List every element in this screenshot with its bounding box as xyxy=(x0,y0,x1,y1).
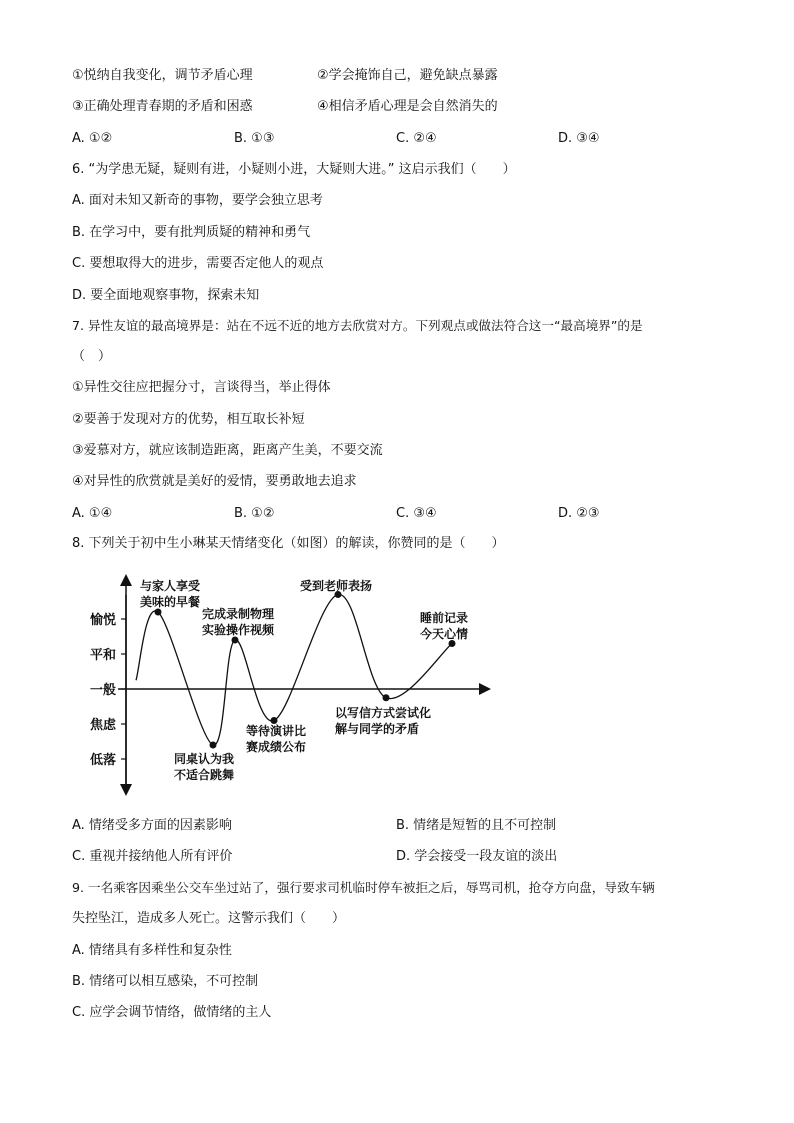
q8-option-c: C. 重视并接纳他人所有评价 xyxy=(72,849,233,864)
q6-option-b: B. 在学习中，要有批判质疑的精神和勇气 xyxy=(72,225,311,240)
event-point xyxy=(232,637,239,644)
q7-stem: 7. 异性友谊的最高境界是：站在不远不近的地方去欣赏对方。下列观点或做法符合这一“最高境界”的是 xyxy=(72,318,643,333)
event-label: 实验操作视频 xyxy=(202,623,275,637)
y-tick-label: 平和 xyxy=(89,648,116,663)
q9-stem: 9. 一名乘客因乘坐公交车坐过站了，强行要求司机临时停车被拒之后，辱骂司机，抢夺方向盘，导致车辆 xyxy=(72,880,655,895)
q8-stem: 8. 下列关于初中生小琳某天情绪变化（如图）的解读，你赞同的是（ ） xyxy=(72,536,505,551)
y-tick-label: 焦虑 xyxy=(89,718,116,733)
y-tick-label: 一般 xyxy=(89,683,116,698)
q5-option-b: B. ①③ xyxy=(234,131,275,146)
q7-statement-3: ③爱慕对方，就应该制造距离，距离产生美，不要交流 xyxy=(72,443,383,458)
q6-stem: 6. “为学患无疑，疑则有进，小疑则小进，大疑则大进。” 这启示我们（ ） xyxy=(72,162,516,177)
q7-option-c: C. ③④ xyxy=(396,506,437,521)
q5-statement-3: ③正确处理青春期的矛盾和困惑 xyxy=(72,99,253,114)
q9-option-b: B. 情绪可以相互感染，不可控制 xyxy=(72,974,259,989)
event-label: 今天心情 xyxy=(420,627,469,641)
y-tick-label: 低落 xyxy=(89,753,116,768)
q8-option-b: B. 情绪是短暂的且不可控制 xyxy=(396,818,557,833)
q7-statement-2: ②要善于发现对方的优势，相互取长补短 xyxy=(72,412,305,427)
q9-stem-line2: 失控坠江，造成多人死亡。这警示我们（ ） xyxy=(72,911,346,926)
event-point xyxy=(155,609,162,616)
event-label: 完成录制物理 xyxy=(202,607,275,621)
q6-option-c: C. 要想取得大的进步，需要否定他人的观点 xyxy=(72,256,324,271)
mood-chart xyxy=(70,565,510,805)
event-label: 与家人享受 xyxy=(140,579,201,593)
event-label: 解与同学的矛盾 xyxy=(335,722,420,736)
event-label: 受到老师表扬 xyxy=(300,579,373,593)
event-label: 同桌认为我 xyxy=(174,752,235,766)
y-tick-label: 愉悦 xyxy=(89,613,116,628)
q5-statement-4: ④相信矛盾心理是会自然消失的 xyxy=(317,99,498,114)
q7-statement-1: ①异性交往应把握分寸，言谈得当，举止得体 xyxy=(72,380,331,395)
event-point xyxy=(271,717,278,724)
q9-option-c: C. 应学会调节情络，做情绪的主人 xyxy=(72,1005,272,1020)
q9-option-a: A. 情绪具有多样性和复杂性 xyxy=(72,943,232,958)
q5-option-a: A. ①② xyxy=(72,131,113,146)
event-point xyxy=(383,694,390,701)
event-label: 等待演讲比 xyxy=(246,724,307,738)
q7-option-d: D. ②③ xyxy=(558,506,600,521)
q6-option-d: D. 要全面地观察事物，探索未知 xyxy=(72,288,260,303)
q7-option-b: B. ①② xyxy=(234,506,275,521)
event-label: 赛成绩公布 xyxy=(246,740,307,754)
q7-option-a: A. ①④ xyxy=(72,506,113,521)
q5-option-d: D. ③④ xyxy=(558,131,600,146)
event-label: 以写信方式尝试化 xyxy=(335,706,432,720)
q6-option-a: A. 面对未知又新奇的事物，要学会独立思考 xyxy=(72,193,323,208)
q8-option-d: D. 学会接受一段友谊的淡出 xyxy=(396,849,558,864)
q5-option-c: C. ②④ xyxy=(396,131,437,146)
q5-statement-2: ②学会掩饰自己，避免缺点暴露 xyxy=(317,68,498,83)
event-point xyxy=(210,742,217,749)
q8-option-a: A. 情绪受多方面的因素影响 xyxy=(72,818,232,833)
event-label: 不适合跳舞 xyxy=(174,768,235,782)
event-point xyxy=(449,640,456,647)
q7-stem-paren: （ ） xyxy=(72,349,112,364)
q5-statement-1: ①悦纳自我变化，调节矛盾心理 xyxy=(72,68,253,83)
event-label: 睡前记录 xyxy=(420,611,469,625)
event-label: 美味的早餐 xyxy=(140,595,201,609)
q7-statement-4: ④对异性的欣赏就是美好的爱情，要勇敢地去追求 xyxy=(72,474,357,489)
